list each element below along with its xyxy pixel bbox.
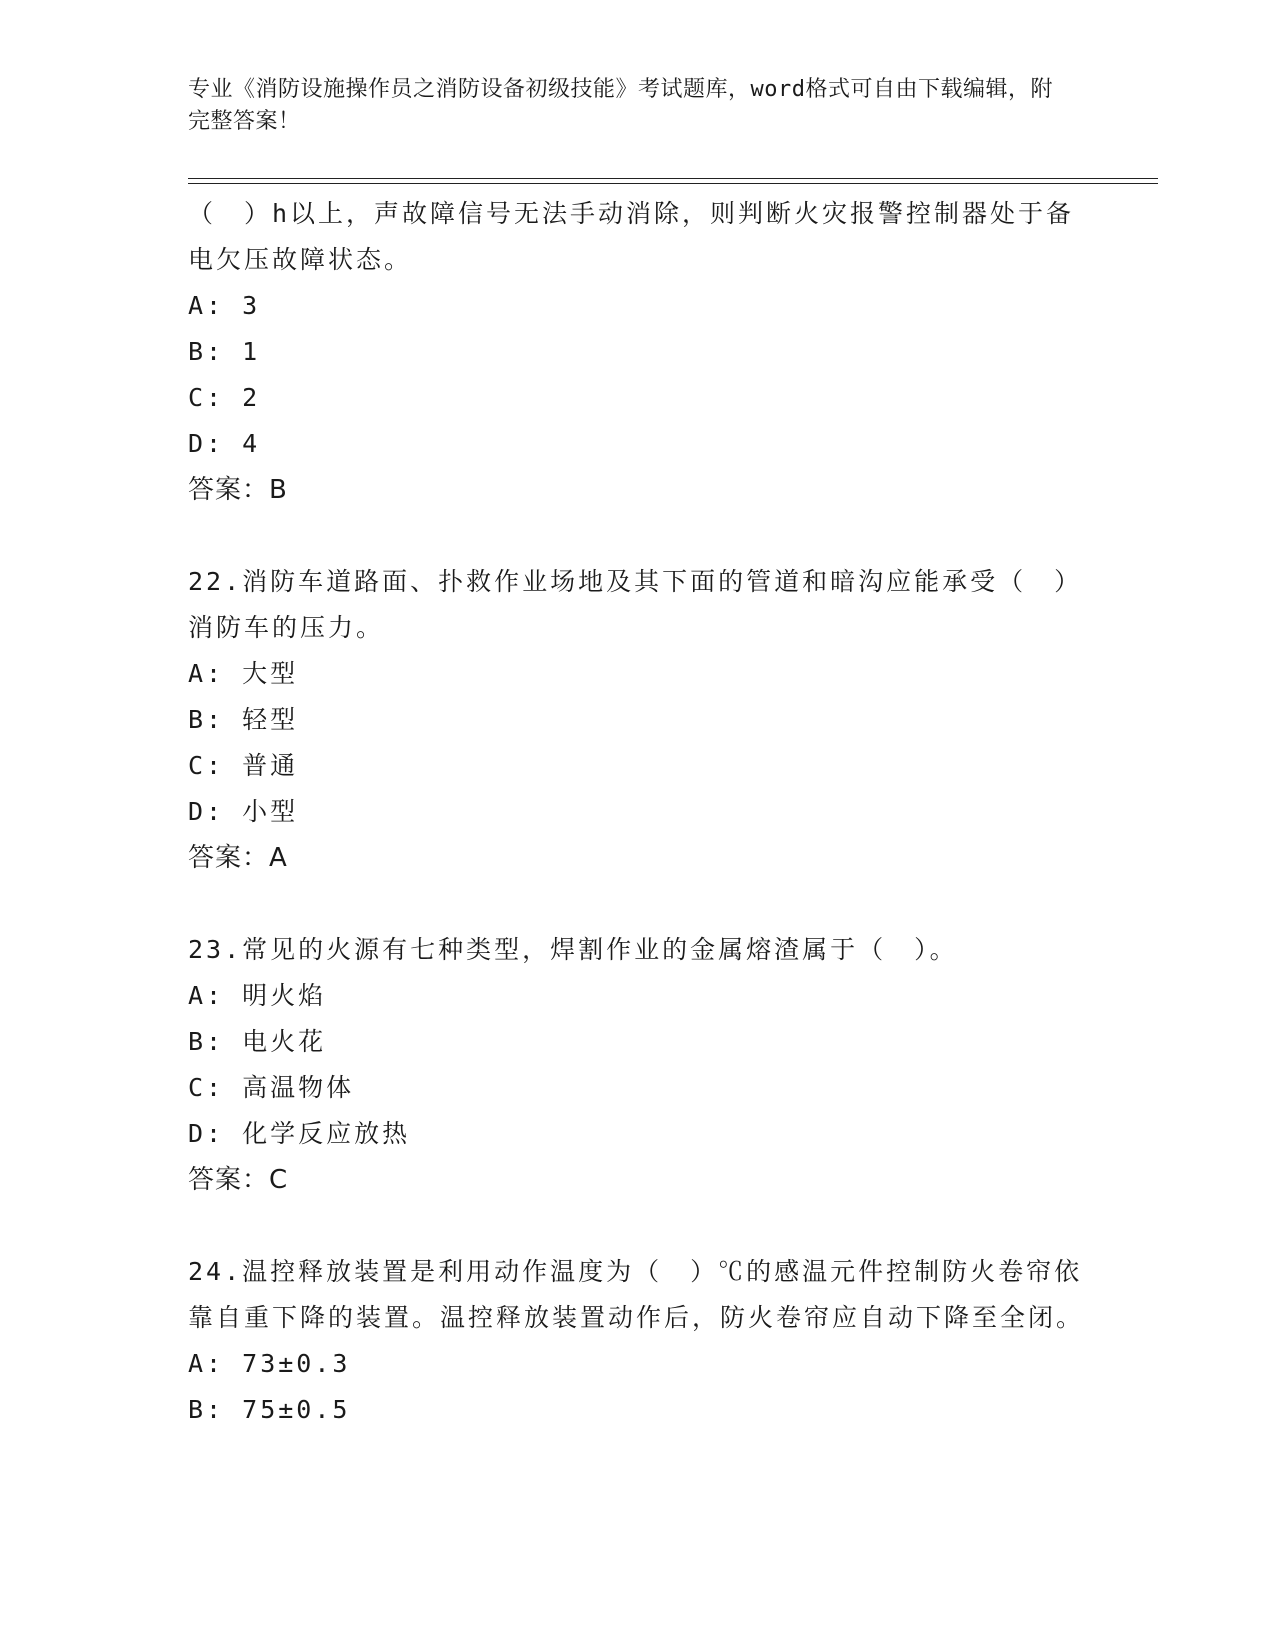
header-title: 专业《消防设施操作员之消防设备初级技能》考试题库，word格式可自由下载编辑，附完整答案！ (188, 77, 1053, 134)
spacer (188, 513, 1088, 559)
option-a: A: 3 (188, 291, 261, 320)
question-list (188, 191, 1088, 1433)
option-c: C: 高温物体 (188, 1073, 355, 1102)
question-block (188, 559, 1088, 881)
option-c: C: 普通 (188, 751, 299, 780)
answer-line: 答案：B (188, 475, 288, 505)
option-b: B: 1 (188, 337, 261, 366)
document-header (188, 74, 1068, 138)
question-text: 22.消防车道路面、扑救作业场地及其下面的管道和暗沟应能承受（ ）消防车的压力。 (188, 567, 1083, 642)
question-block (188, 927, 1088, 1203)
option-a: A: 73±0.3 (188, 1349, 351, 1378)
header-divider-bottom (188, 183, 1158, 184)
option-d: D: 4 (188, 429, 261, 458)
spacer (188, 881, 1088, 927)
option-b: B: 75±0.5 (188, 1395, 351, 1424)
option-b: B: 电火花 (188, 1027, 327, 1056)
option-d: D: 化学反应放热 (188, 1119, 411, 1148)
option-b: B: 轻型 (188, 705, 299, 734)
question-text: （ ）h以上，声故障信号无法手动消除，则判断火灾报警控制器处于备电欠压故障状态。 (188, 199, 1075, 274)
question-block (188, 191, 1088, 513)
question-text: 23.常见的火源有七种类型，焊割作业的金属熔渣属于（ ）。 (188, 935, 958, 964)
answer-line: 答案：C (188, 1165, 289, 1195)
spacer (188, 1203, 1088, 1249)
question-text: 24.温控释放装置是利用动作温度为（ ）℃的感温元件控制防火卷帘依靠自重下降的装置。温控释放装置动作后，防火卷帘应自动下降至全闭。 (188, 1257, 1085, 1332)
answer-line: 答案：A (188, 843, 288, 873)
header-divider-top (188, 178, 1158, 179)
question-block (188, 1249, 1088, 1433)
option-c: C: 2 (188, 383, 261, 412)
option-a: A: 大型 (188, 659, 299, 688)
option-d: D: 小型 (188, 797, 299, 826)
option-a: A: 明火焰 (188, 981, 327, 1010)
